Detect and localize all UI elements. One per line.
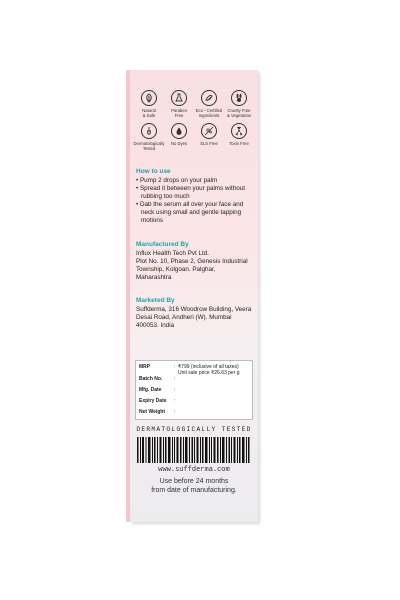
expiry-date-row: Expiry Date :: [139, 398, 176, 404]
mrp-row: MRP : ₹799 (inclusive of all taxes) Unit sale price ₹26.63 per g: [139, 364, 250, 376]
feature-sls-free: [194, 123, 224, 151]
feature-label: SLS Free: [200, 141, 218, 146]
website-url: www.suffderma.com: [158, 466, 230, 474]
marketed-by-section: [136, 297, 252, 330]
no-dyes-icon: [171, 123, 187, 139]
mrp-label: MRP: [139, 364, 151, 370]
manufacturer-name: Influx Health Tech Pvt Ltd.: [136, 250, 210, 257]
price-info-table: [135, 360, 253, 420]
feature-toxin-free: [224, 123, 254, 151]
feature-label: Paraben Free: [171, 108, 187, 118]
feature-eco-certified: [194, 90, 224, 118]
how-to-use-step: • Dab the serum all over your face and neck using small and gentle tapping motions: [136, 201, 244, 224]
use-before-text: Use before 24 months from date of manufacturing.: [151, 478, 237, 494]
feature-natural: [134, 90, 164, 118]
feature-label: Eco - Certified Ingredients: [195, 108, 223, 118]
net-weight-row: Net Weight :: [139, 409, 176, 415]
feature-label: Toxin Free: [229, 141, 249, 146]
manufactured-by-heading: Manufactured By: [136, 241, 189, 248]
batch-row: Batch No. :: [139, 376, 176, 382]
feature-cruelty-free: [224, 90, 254, 118]
feature-derm-tested: [134, 123, 164, 151]
mrp-value: ₹799 (inclusive of all taxes) Unit sale price ₹26.63 per g: [178, 364, 240, 376]
manufacturer-address: Plot No. 10, Phase 2, Genesis Industrial Township, Kolgoan. Palghar, Maharashtra: [136, 258, 248, 281]
bunny-icon: [231, 90, 247, 106]
mfg-date-row: Mfg. Date :: [139, 387, 176, 393]
how-to-use-step: • Spread it between your palms without rubbing too much: [136, 185, 245, 200]
manufactured-by-section: [136, 241, 252, 282]
mfg-date-label: Mfg. Date: [139, 387, 162, 393]
eco-certified-icon: [201, 90, 217, 106]
marketer-address: Suffderma, 316 Woodrow Building, Veera Desai Road, Andheri (W). Mumbai 400053. India: [136, 306, 252, 329]
batch-label: Batch No.: [139, 376, 163, 382]
toxin-icon: [231, 123, 247, 139]
how-to-use-section: [136, 168, 252, 225]
expiry-date-label: Expiry Date: [139, 398, 167, 404]
how-to-use-heading: How to use: [136, 168, 171, 175]
dermatologically-tested-text: DERMATOLOGICALLY TESTED: [136, 426, 252, 433]
leaf-icon: [141, 90, 157, 106]
flask-icon: [171, 90, 187, 106]
barcode: [137, 437, 250, 463]
feature-label: Natural & Safe: [142, 108, 156, 118]
feature-paraben-free: [164, 90, 194, 118]
net-weight-label: Net Weight: [139, 409, 166, 415]
feature-label: Cruelty Free & Vegetarian: [227, 108, 251, 118]
how-to-use-step: • Pump 2 drops on your palm: [136, 177, 218, 184]
feature-label: No Dyes: [170, 141, 188, 146]
marketed-by-heading: Marketed By: [136, 297, 175, 304]
dropper-icon: [141, 123, 157, 139]
feature-icons-grid: [134, 90, 254, 151]
feature-label: Dermatologically Tested: [133, 141, 165, 151]
no-sls-icon: [201, 123, 217, 139]
feature-no-dyes: [164, 123, 194, 151]
